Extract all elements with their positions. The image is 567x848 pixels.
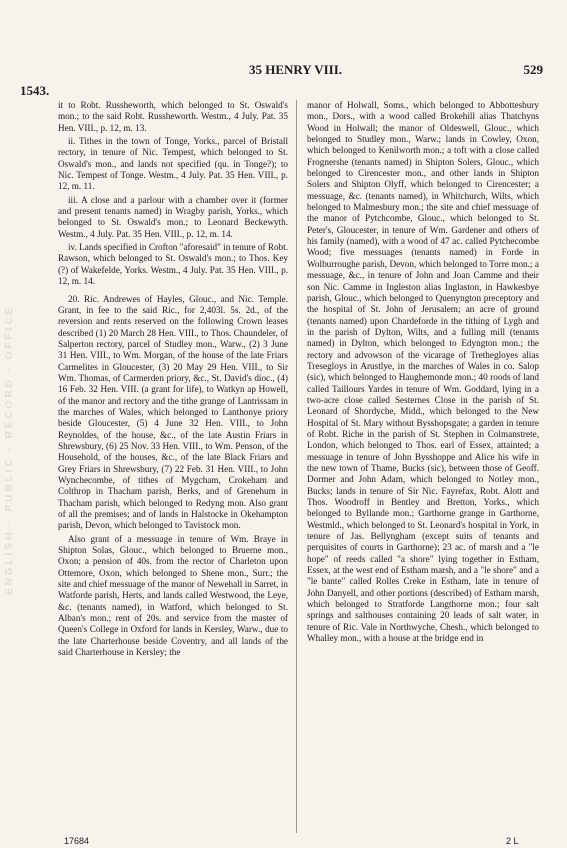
running-header xyxy=(48,62,543,80)
entry-paragraph: 20. Ric. Andrewes of Hayles, Glouc., and Nic. Temple. Grant, in fee to the said Ric., for 2,403l. 5s. 2d., of the reversion and rents reserved on the following Crown leases described (1) 20 March 28 Hen. VIII., to Thos. Chaundeler, of Salperton rectory, parcel of Studley mon., Warw., (2) 3 June 31 Hen. VIII., to Wm. Morgan, of the house of the late Friars Carmelites in Gloucester, (3) 20 May 29 Hen. VIII., to Sir Wm. Thomas, of Carmerden priory, &c., St. David's dioc., (4) 16 Feb. 32 Hen. VIII. (a grant for life), to Watkyn ap Howell, of the manor and rectory and the tithe grange of Lantrissam in the marches of Wales, which belonged to Lanthonye priory beside Gloucester, (5) 4 June 32 Hen. VIII., to John Reynoldes, of the house, &c., of the late Austin Friars in Shrewsbury, (6) 25 Nov. 33 Hen. VIII., to Wm. Penson, of the Household, of the houses, &c., of the late Black Friars and Grey Friars in Shrewsbury, (7) 22 Feb. 31 Hen. VIII., to John Wynchecombe, of tithes of Mygcham, Crokeham and Colthrop in Thacham parish, Berks, and of Grenehum in Thacham parish, which belonged to Redyng mon. Also grant of all the premises; and of lands in Halstocke in Okehampton parish, Devon, which belonged to Tavistock mon. xyxy=(58,293,288,531)
paragraph: iii. A close and a parlour with a chamber over it (former and present tenants named) in Wragby parish, Yorks., which belonged to St. Oswald's mon.; to Leonard Beckewyth. Westm., 4 July. Pat. 35 Hen. VIII., p. 12, m. 14. xyxy=(58,194,288,239)
paragraph: ii. Tithes in the town of Tonge, Yorks., parcel of Bristall rectory, in tenure of Nic. Tempest, which belonged to St. Oswald's mon., and lands not specified (qu. in Tonge?); to Nic. Tempest of Tonge. Westm., 4 July. Pat. 35 Hen. VIII., p. 12, m. 11. xyxy=(58,136,288,192)
signature-mark-left: 17684 xyxy=(64,836,90,846)
year-label: 1543. xyxy=(20,83,50,98)
reign-title: 35 HENRY VIII. xyxy=(248,62,343,77)
paragraph: it to Robt. Russheworth, which belonged to St. Oswald's mon.; to the said Robt. Russheworth. Westm., 4 July. Pat. 35 Hen. VIII., p. 12, m. 13. xyxy=(58,100,288,133)
paragraph: Also grant of a messuage in tenure of Wm. Braye in Shipton Solas, Glouc., which belonged to Bruerne mon., Oxon; a pension of 40s. from the rector of Charleton upon Ottemore, Oxon, which belonged to Shene mon., Surr.; the site and chief messuage of the manor of Newehall in Sarret, in Watforde parish, Herts, and lands called Westwood, the Leye, &c. (tenants named), in Watford, which belonged to St. Alban's mon.; rent of 20s. and service from the master of Queen's College in Oxford for lands in Kersley, Warw., due to the late Charterhouse beside Coventry, and all lands of the said Charterhouse in Kersley; the xyxy=(58,533,288,658)
paragraph: manor of Holwall, Soms., which belonged to Abbottesbury mon., Dors., with a wood called Brokehill alias Thatchyns Wood in Holwall; the manor of Oldeswell, Glouc., which belonged to Studley mon., Warw.; lands in Cowley, Oxon, which belonged to Kenilworth mon.; a toft with a close called Frognershe (tenants named) in Shipton Solers, Glouc., which belonged to Cirencester mon., and other lands in Shipton Solers and Shipton Olyff, which belonged to Cirencester; a messuage, &c. (tenants named), in Whitchurch, Wilts, which belonged to Malmesbury mon.; the site and chief messuage of the manor of Pytchcombe, Glouc., which belonged to St. Peter's, Gloucester, in tenure of Wm. Gardener and others of his family (named), with a wood of 47 ac. called Pytchecombe Wood; five messuages (tenants named) in Forde in Wolburroughe parish, Devon, which belonged to Torre mon.; a messuage, &c., in tenure of John and Joan Camme and their son Nic. Camme in Ingleston alias Inglaston, in Hawkesbye parish, Glouc., which belonged to Quenyngton preceptory and the hospital of St. John of Jerusalem; an acre of ground (tenants named) upon Chardeforde in the tithing of Lygh and in the parish of Dylton, Wilts, and a fulling mill (tenants named) in Dylton, which belonged to Edyngton mon.; the rectory and advowson of the vicarage of Trethegloyes alias Tresegloys in Arustlye, in the marches of Wales in co. Salop (sic), which belonged to Haughemonde mon.; 40 roods of land called Taillours Yardes in tenure of Wm. Goddard, lying in a two-acre close called Sesternes Close in the parish of St. Leonard of Shordyche, Midd., which belonged to the New Hospital of St. Mary without Bysshopsgate; a garden in tenure of Robt. Riche in the parish of St. Stephen in Colmanstrete, London, which belonged to Thos. earl of Essex, attainted; a messuage in tenure of John Bysshoppe and Alice his wife in the new town of Thame, Bucks (sic), between those of Geoff. Dormer and John Adam, which belonged to Notley mon., Bucks; lands in tenure of Sir Nic. Fayrefax, Robt. Alott and Thos. Woodroff in Bentley and Bretton, Yorks., which belonged to Byllande mon.; Garthorne grange in Garthorne, Westmld., which belonged to St. Leonard's hospital in York, in tenure of Jas. Bellyngham (except suits of tenants and perquisites of courts in Garthorne); 23 ac. of marsh and a "le hope" of reeds called "a shore" lying together in Estham, Essex, at the west end of Estham marsh, and a "le shore" and a "le bante" called Rolles Creke in Estham, late in tenure of John Danyell, and other portions (described) of Estham marsh, which belonged to Stratforde Langthorne mon.; four salt springs and salthouses containing 20 leads of salt water, in tenure of Ric. Vale in Northwyche, Chesh., which belonged to Whalley mon., with a house at the bridge end in xyxy=(307,100,539,644)
paragraph: iv. Lands specified in Crofton "aforesaid" in tenure of Robt. Rawson, which belonged to St. Oswald's mon.; to Thos. Key (?) of Wakefelde, Yorks. Westm., 4 July. Pat. 35 Hen. VIII., p. 12, m. 14. xyxy=(58,242,288,287)
signature-mark-right: 2 L xyxy=(506,836,519,846)
right-column xyxy=(307,100,539,645)
library-stamp-watermark: ENGLISH · PUBLIC · RECORD · OFFICE xyxy=(4,304,15,596)
left-column xyxy=(58,100,288,659)
column-divider xyxy=(296,100,297,833)
page-number: 529 xyxy=(523,62,543,77)
